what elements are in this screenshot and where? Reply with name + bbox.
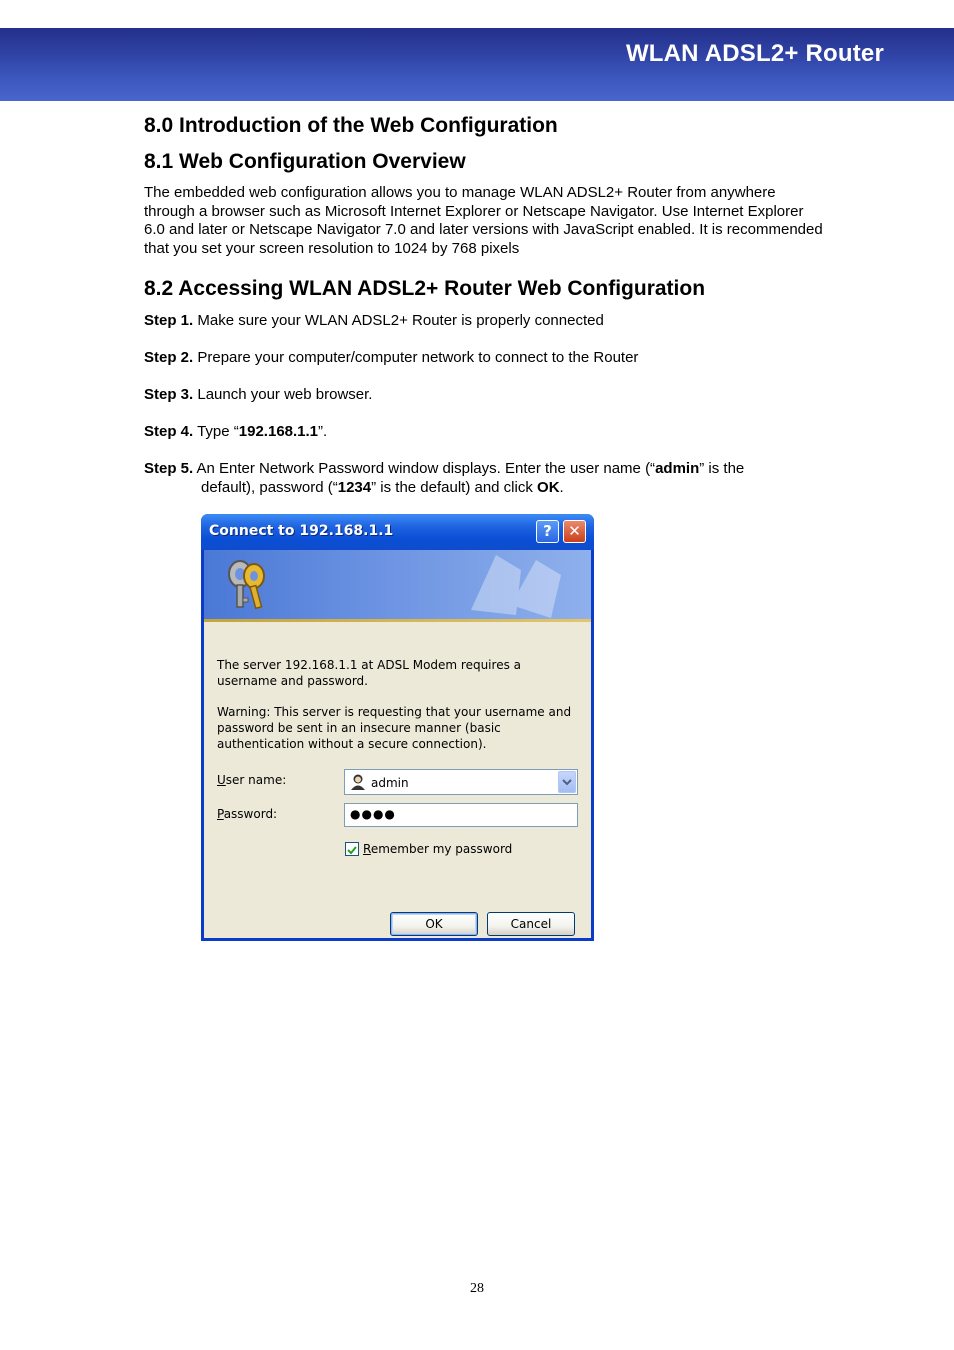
step-text: Prepare your computer/computer network to connect to the Router	[193, 349, 639, 366]
step-5	[144, 460, 744, 497]
step-5-continuation	[144, 479, 744, 498]
ip-address: 192.168.1.1	[238, 423, 319, 440]
step-text: default), password (“	[201, 478, 338, 496]
step-2	[144, 349, 638, 368]
step-text: ” is the default) and click	[371, 478, 538, 496]
keys-icon	[218, 554, 278, 614]
username-combobox[interactable]	[344, 769, 578, 795]
password-label: Password:	[217, 807, 278, 821]
remember-password-checkbox[interactable]	[345, 842, 359, 856]
step-text: Type “	[193, 423, 239, 440]
help-button[interactable]: ?	[536, 520, 559, 543]
warning-message: Warning: This server is requesting that your username and password be sent in an insecure manner (basic authentication without a secure connection).	[217, 705, 572, 751]
default-username: admin	[655, 460, 700, 477]
username-value: admin	[371, 776, 409, 790]
dialog-titlebar[interactable]	[201, 514, 594, 550]
default-password: 1234	[337, 478, 372, 496]
overview-paragraph: The embedded web configuration allows you to manage WLAN ADSL2+ Router from anywhere through a browser such as Microsoft Internet Explorer or Netscape Navigator. Use Internet Explorer 6.0 and later or Netscape Navigator 7.0 and later versions with JavaScript enabled. It is recommended that you set your screen resolution to 1024 by 768 pixels	[144, 184, 823, 257]
step-label: Step 2.	[144, 349, 194, 366]
remember-password-label[interactable]: Remember my password	[363, 842, 513, 856]
dialog-title: Connect to 192.168.1.1	[209, 523, 394, 539]
step-text: Make sure your WLAN ADSL2+ Router is properly connected	[193, 312, 604, 329]
section-heading-intro: 8.0 Introduction of the Web Configuration	[144, 114, 558, 137]
step-4	[144, 423, 327, 442]
step-label: Step 5.	[144, 460, 194, 477]
step-label: Step 3.	[144, 386, 194, 403]
step-1	[144, 312, 604, 331]
page-number: 28	[470, 1281, 484, 1296]
close-button[interactable]: ✕	[563, 520, 586, 543]
step-3	[144, 386, 372, 405]
step-text: .	[559, 478, 564, 496]
login-dialog	[201, 514, 594, 941]
step-text: ” is the	[699, 460, 745, 477]
step-text: ”.	[318, 423, 328, 440]
ok-button[interactable]: OK	[390, 912, 478, 936]
cancel-button[interactable]: Cancel	[487, 912, 575, 936]
check-icon	[346, 844, 358, 856]
password-value: ●●●●	[350, 807, 396, 821]
username-label: User name:	[217, 773, 287, 787]
user-icon	[349, 773, 367, 791]
step-label: Step 1.	[144, 312, 194, 329]
product-title: WLAN ADSL2+ Router	[625, 40, 884, 67]
step-text: An Enter Network Password window displays. Enter the user name (“	[193, 460, 656, 477]
ok-keyword: OK	[537, 478, 560, 496]
server-message: The server 192.168.1.1 at ADSL Modem requires a username and password.	[217, 658, 521, 688]
dialog-client-area	[204, 550, 591, 938]
step-label: Step 4.	[144, 423, 194, 440]
watermark-icon	[461, 550, 571, 619]
header-divider	[204, 619, 591, 622]
section-heading-access: 8.2 Accessing WLAN ADSL2+ Router Web Configuration	[144, 277, 706, 300]
dialog-header-image	[204, 550, 591, 619]
section-heading-overview: 8.1 Web Configuration Overview	[144, 150, 466, 173]
password-field[interactable]	[344, 803, 578, 827]
step-text: Launch your web browser.	[193, 386, 373, 403]
chevron-down-icon[interactable]	[558, 771, 576, 793]
